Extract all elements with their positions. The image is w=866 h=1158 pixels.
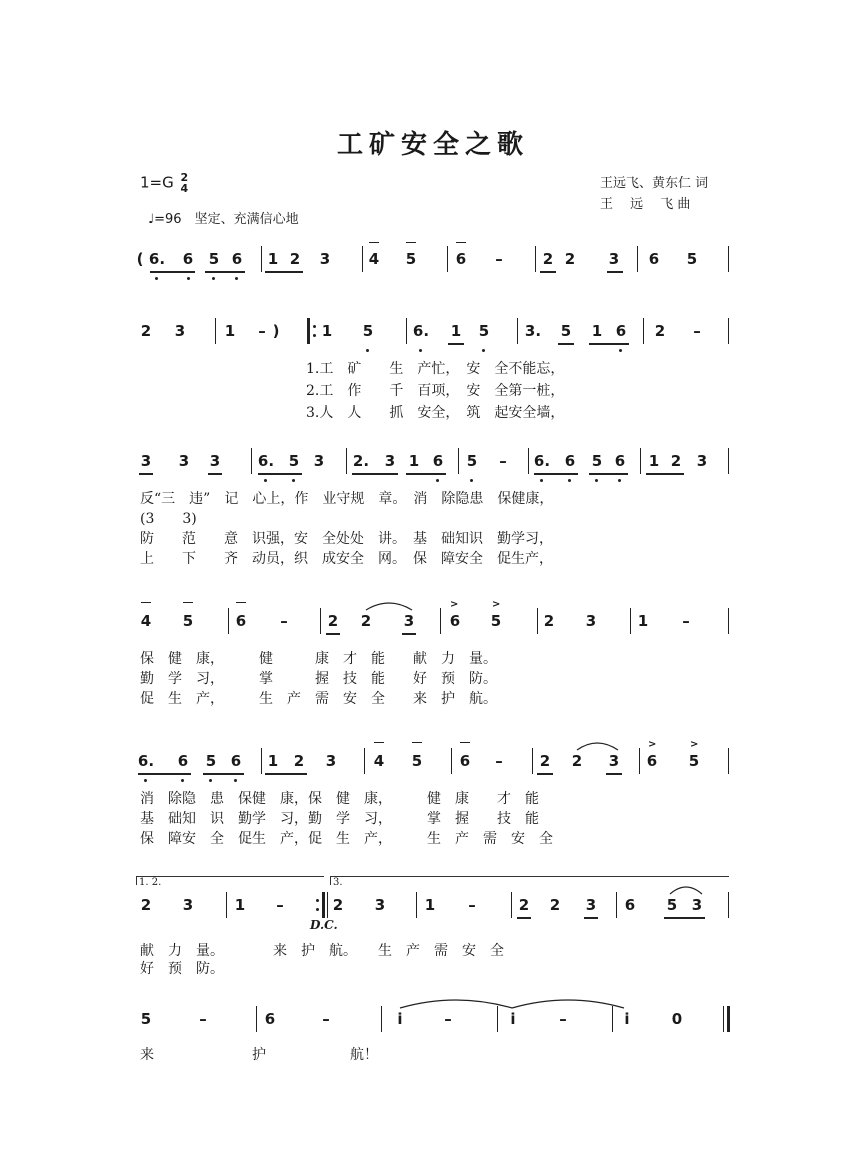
accent-mark: > [450,599,459,610]
beam [265,773,307,775]
beam [326,633,340,635]
note: ) [272,322,280,340]
time-sig-bottom: 4 [180,182,189,195]
octave-dot [366,349,369,352]
octave-dot [292,479,295,482]
volta-bracket-2: 3. [330,876,729,885]
verse-1: 1.工 矿 生 产忙， 安 全不能忘， [306,361,565,377]
tie [396,992,628,1010]
octave-dot [568,479,571,482]
beam [534,473,578,475]
note: 2 [564,250,576,268]
note: 5 [466,452,478,470]
beam [517,917,531,919]
note: i [510,1010,516,1028]
note: 1 [637,612,649,630]
octave-dot [619,349,622,352]
barline [728,318,729,344]
note: 1 [648,452,660,470]
note: 5 [686,250,698,268]
barline [532,748,533,774]
barline [630,608,631,634]
note: 3 [374,896,386,914]
beam [589,343,629,345]
note: i [397,1010,403,1028]
lyricist-credit: 王远飞、黄东仁 词 [600,176,709,191]
barline [637,246,638,272]
octave-dot [470,479,473,482]
barline [406,318,407,344]
barline [381,1006,382,1032]
note: 3 [608,250,620,268]
note: 3 [313,452,325,470]
tenuto [412,742,422,743]
note: 6. [137,752,155,770]
note: 5 [208,250,220,268]
verse-2: 2.工 作 千 百项， 安 全第一桩， [306,383,565,399]
octave-dot [187,277,190,280]
octave-dot [235,277,238,280]
note: 1 [450,322,462,340]
time-signature [181,172,189,194]
note: 6 [177,752,189,770]
barline [364,748,365,774]
note: 6 [624,896,636,914]
octave-dot [212,277,215,280]
tenuto [460,742,470,743]
barline [226,892,227,918]
note: 3 [140,452,152,470]
note: 3 [325,752,337,770]
slur [575,738,620,752]
verse-3: 3.人 人 抓 安全， 筑 起安全墙， [306,405,565,421]
note: 0 [671,1010,683,1028]
note: 1 [424,896,436,914]
note: 5 [288,452,300,470]
note: 2 [140,896,152,914]
barline [511,892,512,918]
note: – [276,896,284,914]
slur [668,882,704,896]
note: 4 [140,612,152,630]
octave-dot [209,779,212,782]
barline [447,246,448,272]
note: 3 [608,752,620,770]
octave-dot [144,779,147,782]
tenuto [406,242,416,243]
beam [208,473,222,475]
note: – [258,322,266,340]
octave-dot [436,479,439,482]
beam [448,343,464,345]
note: 5 [490,612,502,630]
repeat-dot [316,908,319,911]
note: 4 [373,752,385,770]
beam [589,473,628,475]
note: – [468,896,476,914]
barline [228,608,229,634]
beam [265,271,303,273]
tempo-marking: ♩=96 坚定、充满信心地 [148,212,299,227]
lyric-line: 消 除隐 患 保健 康，保 健 康， 健 康 才 能 [140,791,539,807]
note: 5 [405,250,417,268]
note: 6 [648,250,660,268]
beam [258,473,302,475]
note: 6. [412,322,430,340]
beam [540,271,556,273]
tenuto [183,602,193,603]
lyric-line: 来 护 航！ [140,1047,378,1063]
note: 2 [518,896,530,914]
octave-dot [155,277,158,280]
tenuto [456,242,466,243]
note: 1 [267,250,279,268]
beam [150,271,195,273]
note: 6 [182,250,194,268]
beam [584,917,598,919]
slur [364,598,414,612]
note: – [693,322,701,340]
lyric-line: 上 下 齐 动员，织 成安全 网。 保 障安全 促生产， [140,551,553,567]
composer-credit: 王 远 飞 曲 [600,197,691,212]
note: 6. [148,250,166,268]
note: 2 [549,896,561,914]
octave-dot [540,479,543,482]
note: 3 [585,896,597,914]
note: – [280,612,288,630]
note: 2 [332,896,344,914]
note: 3 [178,452,190,470]
barline [728,608,729,634]
note: 6 [615,322,627,340]
beam [352,473,398,475]
beam [537,773,553,775]
note: 6 [455,250,467,268]
tenuto [141,602,151,603]
note: 1 [591,322,603,340]
lyric-line: 献 力 量。 来 护 航。 生 产 需 安 全 [140,943,504,959]
note: – [199,1010,207,1028]
note: 2 [327,612,339,630]
note: 6 [646,752,658,770]
note: – [444,1010,452,1028]
lyric-line: 促 生 产， 生 产 需 安 全 来 护 航。 [140,691,497,707]
beam [558,343,574,345]
key-signature [140,172,188,194]
note: 2 [293,752,305,770]
repeat-dot [316,899,319,902]
barline [728,892,729,918]
barline [535,246,536,272]
note: 3 [696,452,708,470]
barline [261,246,262,272]
note: 6 [264,1010,276,1028]
barline [728,246,729,272]
accent-mark: > [492,599,501,610]
barline [440,608,441,634]
octave-dot [618,479,621,482]
note: 2 [539,752,551,770]
beam [205,271,245,273]
repeat-dot [313,334,316,337]
note: 2 [360,612,372,630]
note: 5 [140,1010,152,1028]
da-capo-mark: D.C. [310,918,338,932]
lyric-line: 防 范 意 识强，安 全处处 讲。 基 础知识 勤学习， [140,531,553,547]
lyric-line: 保 障安 全 促生 产，促 生 产， 生 产 需 安 全 [140,831,553,847]
octave-dot [181,779,184,782]
octave-dot [482,349,485,352]
barline [643,318,644,344]
beam [664,917,705,919]
lyric-line: 反“三 违” 记 心上，作 业守规 章。 消 除隐患 保健康， [140,491,554,507]
lyric-line: 勤 学 习， 掌 握 技 能 好 预 防。 [140,671,497,687]
beam [139,473,153,475]
note: 1 [234,896,246,914]
barline [517,318,518,344]
note: 6 [564,452,576,470]
barline [251,448,252,474]
note: ( [136,250,144,268]
note: 3 [585,612,597,630]
note: 3 [209,452,221,470]
beam [402,633,416,635]
note: 3. [524,322,542,340]
barline [256,1006,257,1032]
repeat-barline [307,318,310,344]
note: 2 [654,322,666,340]
repeat-dot [313,325,316,328]
note: 3 [384,452,396,470]
note: – [499,452,507,470]
tenuto [374,742,384,743]
barline [640,448,641,474]
octave-dot [264,479,267,482]
lyric-line: 好 预 防。 [140,961,224,977]
note: 1 [321,322,333,340]
note: 6 [459,752,471,770]
note: 3 [319,250,331,268]
note: 2 [571,752,583,770]
note: 6. [257,452,275,470]
note: – [559,1010,567,1028]
barline [451,748,452,774]
beam [607,271,623,273]
barline [416,892,417,918]
repeat-barline [322,892,325,918]
note: 5 [182,612,194,630]
tenuto [236,602,246,603]
note: 4 [368,250,380,268]
note: 1 [267,752,279,770]
note: 6 [231,250,243,268]
note: 2 [140,322,152,340]
barline [261,748,262,774]
lyric-line: 保 健 康， 健 康 才 能 献 力 量。 [140,651,497,667]
note: 5 [362,322,374,340]
barline [320,608,321,634]
note: 2 [543,612,555,630]
note: – [495,752,503,770]
beam [138,773,191,775]
barline [639,748,640,774]
note: 6 [230,752,242,770]
barline [728,448,729,474]
note: 1 [408,452,420,470]
note: – [322,1010,330,1028]
note: i [624,1010,630,1028]
note: 6 [614,452,626,470]
barline [616,892,617,918]
lyric-line: (3 3) [140,511,197,527]
note: 5 [560,322,572,340]
lyric-line: 基 础知 识 勤学 习，勤 学 习， 掌 握 技 能 [140,811,539,827]
note: 6. [533,452,551,470]
note: – [682,612,690,630]
time-sig-top: 2 [180,171,189,184]
note: 6 [235,612,247,630]
note: 2. [352,452,370,470]
barline [728,748,729,774]
tenuto [369,242,379,243]
note: 5 [411,752,423,770]
octave-dot [419,349,422,352]
note: 5 [478,322,490,340]
key-label: 1=G [140,173,174,192]
octave-dot [234,779,237,782]
note: 5 [688,752,700,770]
beam [203,773,244,775]
note: 2 [670,452,682,470]
octave-dot [595,479,598,482]
note: 1 [224,322,236,340]
note: 5 [666,896,678,914]
barline [458,448,459,474]
barline [537,608,538,634]
barline [215,318,216,344]
note: 3 [691,896,703,914]
beam [406,473,446,475]
note: 3 [403,612,415,630]
note: 6 [449,612,461,630]
barline [723,1006,724,1032]
accent-mark: > [690,739,699,750]
barline [528,448,529,474]
final-barline [727,1006,730,1032]
note: – [495,250,503,268]
volta-bracket-1: 1. 2. [136,876,324,885]
note: 2 [542,250,554,268]
note: 6 [432,452,444,470]
note: 3 [174,322,186,340]
barline [346,448,347,474]
song-title: 工矿安全之歌 [336,130,529,160]
barline [362,246,363,272]
note: 5 [591,452,603,470]
note: 3 [182,896,194,914]
beam [606,773,622,775]
beam [646,473,684,475]
note: 2 [289,250,301,268]
note: 5 [205,752,217,770]
accent-mark: > [648,739,657,750]
